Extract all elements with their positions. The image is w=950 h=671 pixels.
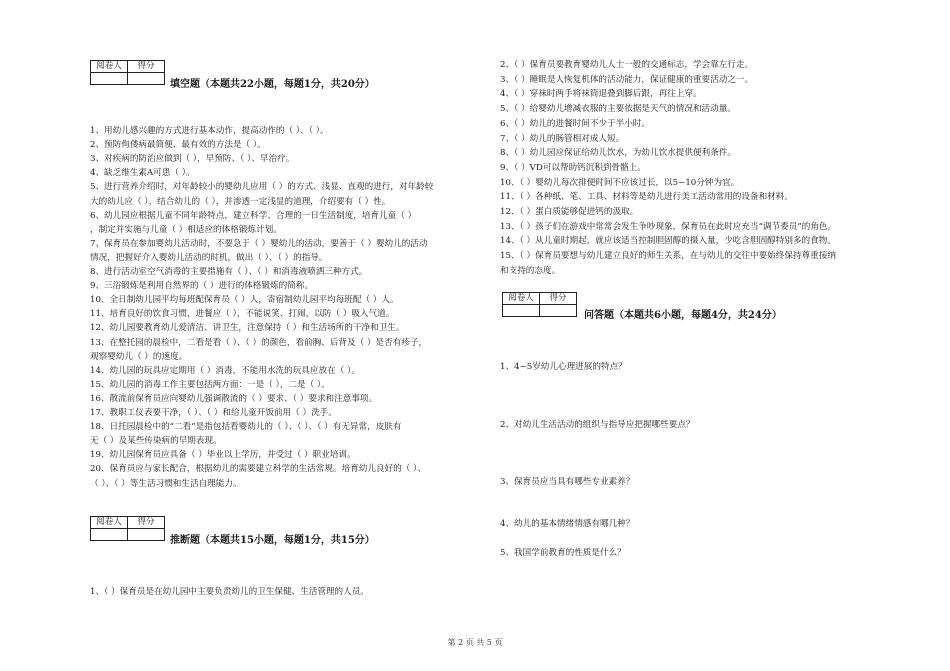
fill-question-line: 20、保育员应与家长配合，根据幼儿的需要建立科学的生活常规。培育幼儿良好的（ ）、 bbox=[90, 464, 426, 475]
fill-question-line: 17、教职工仪表要干净，（ ）、（ ）和给儿童开饭前用（ ）洗手。 bbox=[90, 408, 337, 418]
fill-question-line: 2、预防佝偻病最简便、最有效的方法是（ ）。 bbox=[90, 140, 266, 151]
qa-section-title: 问答题（本题共6小题，每题4分，共24分） bbox=[584, 310, 782, 321]
fill-question-line: 18、日托园晨检中的“二看”是指包括看婴幼儿的（ ）、（ ）、（ ）有无异常，皮肤有 bbox=[90, 422, 402, 433]
qa-question: 5、我国学前教育的性质是什么？ bbox=[500, 548, 626, 558]
qa-question: 2、对幼儿生活活动的组织与指导应把握哪些要点？ bbox=[500, 420, 695, 430]
judge-question-line: 10、（ ）婴幼儿每次排便时间不应该过长，以5~10分钟为宜。 bbox=[500, 177, 740, 188]
reviewer-label: 阅卷人 bbox=[91, 517, 128, 529]
score-label: 得分 bbox=[128, 517, 165, 529]
judge-question-line: 14、（ ）从儿童时期起，就应该适当控制胆固醇的摄入量，少吃含胆固醇特别多的食物。 bbox=[500, 236, 836, 247]
fill-question-line: 4、缺乏维生素A可患（ ）。 bbox=[90, 168, 195, 179]
judge-question-line: 8、（ ）幼儿园应保证给幼儿饮水，为幼儿饮水提供便利条件。 bbox=[500, 148, 736, 159]
qa-question: 4、幼儿的基本情绪情感有哪几种？ bbox=[500, 519, 635, 529]
fill-question-line: 观察婴幼儿（ ）的速度。 bbox=[90, 351, 188, 362]
judge-question-line: 12、（ ）蛋白质能够促进钙的汲取。 bbox=[500, 207, 639, 217]
fill-question-line: 1、用幼儿感兴趣的方式进行基本动作，提高动作的（ ）、（ ）。 bbox=[90, 126, 329, 136]
fill-section-title: 填空题（本题共22小题，每题1分，共20分） bbox=[170, 79, 375, 90]
fill-question-line: 14、幼儿园的玩具应定期用（ ）消毒，不能用水洗的玩具应放在（ ）。 bbox=[90, 365, 360, 376]
fill-question-line: 16、散流前保育员应向婴幼儿强调散流的（ ）要求、（ ）要求和注意事项。 bbox=[90, 393, 378, 404]
fill-question-line: 7、保育员在参加婴幼儿活动时，不要急于（ ）婴幼儿的活动，要善于（ ）婴幼儿的活动 bbox=[90, 238, 428, 249]
reviewer-cell bbox=[91, 73, 128, 85]
judge-question-line: 3、（ ）睡眠是人恢复机体的活动能力，保证健康的重要活动之一。 bbox=[500, 74, 754, 85]
fill-question-line: （ ）、（ ）等生活习惯和生活自理能力。 bbox=[90, 478, 242, 489]
fill-question-line: 13、在整托园的晨检中，二看是看（ ）、（ ）的颜色，看前胸、后背及（ ）是否有疹子， bbox=[90, 337, 428, 348]
fill-question-line: 10、全日制幼儿园平均每班配保育员（ ）人，寄宿制幼儿园平均每班配（ ）人。 bbox=[90, 295, 399, 306]
fill-question-line: 情况，把握好介入婴幼儿活动的时机，做出（ ）、（ ）的指导。 bbox=[90, 252, 328, 263]
score-cell bbox=[128, 529, 165, 541]
score-label: 得分 bbox=[540, 293, 577, 305]
fill-question-line: 3、对疾病的防治应做到（ ），早预防、（ ）、早治疗。 bbox=[90, 154, 295, 165]
judge-question: 1、（ ）保育员是在幼儿园中主要负责幼儿的卫生保健、生活管理的人员。 bbox=[90, 587, 369, 597]
judge-question-line: 7、（ ）幼儿的肠管相对成人短。 bbox=[500, 133, 625, 144]
fill-question-line: 12、幼儿园要教育幼儿爱清洁、讲卫生，注意保持（ ）和生活场所的干净和卫生。 bbox=[90, 323, 405, 334]
judge-question-line: 9、（ ）VD可以帮助钙沉积到骨骼上。 bbox=[500, 162, 646, 173]
reviewer-cell bbox=[503, 305, 540, 317]
score-cell bbox=[540, 305, 577, 317]
fill-question-line: 19、幼儿园保育员应具备（ ）毕业以上学历，并受过（ ）职业培训。 bbox=[90, 450, 356, 461]
judge-question-line: 2、（ ）保育员要教育婴幼儿人士一般的交通标志，学会靠左行走。 bbox=[500, 60, 754, 70]
reviewer-label: 阅卷人 bbox=[503, 293, 540, 305]
reviewer-cell bbox=[91, 529, 128, 541]
reviewer-label: 阅卷人 bbox=[91, 61, 128, 73]
fill-question-line: 11、培育良好的饮食习惯，进餐应（ ），不能说笑、打闹，以防（ ）吸入气道。 bbox=[90, 309, 395, 320]
page-footer: 第 2 页 共 5 页 bbox=[447, 638, 503, 647]
score-cell bbox=[128, 73, 165, 85]
fill-question-line: 9、三浴锻炼是利用自然界的（ ）进行的体格锻炼的简称。 bbox=[90, 281, 314, 292]
score-box-fill bbox=[90, 60, 165, 85]
score-box-judge bbox=[90, 516, 165, 541]
judge-question-line: 6、（ ）幼儿的进餐时间不少于半小时。 bbox=[500, 118, 650, 129]
judge-question-line: 13、（ ）孩子们在游戏中常常会发生争吵现象，保育员在此时应充当“调节委员”的角色。 bbox=[500, 221, 837, 232]
fill-question-line: 无（ ）及某些传染病的早期表现。 bbox=[90, 436, 222, 447]
fill-question-line: 大的幼儿应（ ），结合幼儿的（ ），并渗透一定浅显的道理，介绍要有（ ）性。 bbox=[90, 196, 391, 207]
qa-question: 3、保育员应当具有哪些专业素养？ bbox=[500, 477, 635, 487]
judge-question-line: 11、（ ）各种纸、笔、工具、材料等是幼儿进行美工活动常用的设备和材料。 bbox=[500, 192, 793, 203]
fill-question-line: 8、进行活动室空气消毒的主要措施有（ ）、（ ）和消毒液喷洒三种方式。 bbox=[90, 267, 368, 277]
judge-question-line: 和支持的态度。 bbox=[500, 265, 561, 276]
fill-question-line: 6、幼儿园应根据儿童不同年龄特点，建立科学、合理的一日生活制度，培育儿童（ ） bbox=[90, 210, 417, 221]
judge-question-line: 4、（ ）穿袜时两手将袜筒退叠到脚后跟，再往上穿。 bbox=[500, 89, 702, 100]
judge-question-line: 15、（ ）保育员要想与幼儿建立良好的师生关系，在与幼儿的交往中要始终保持尊重接纳 bbox=[500, 251, 836, 262]
score-box-qa bbox=[502, 292, 577, 317]
fill-question-line: 15、幼儿园的消毒工作主要包括两方面：一是（ ），二是（ ）。 bbox=[90, 379, 330, 390]
score-label: 得分 bbox=[128, 61, 165, 73]
fill-question-line: ，制定并实施与儿童（ ）相适应的体格锻炼计划。 bbox=[90, 224, 282, 235]
qa-question: 1、4~5岁幼儿心理进展的特点？ bbox=[500, 362, 627, 372]
judge-question-line: 5、（ ）给婴幼儿增减衣服的主要依据是天气的情况和活动量。 bbox=[500, 104, 736, 115]
judge-section-title: 推断题（本题共15小题，每题1分，共15分） bbox=[170, 535, 375, 546]
fill-question-line: 5、进行营养介绍时，对年龄较小的婴幼儿应用（ ）的方式、浅显、直观的进行，对年龄较 bbox=[90, 182, 434, 193]
